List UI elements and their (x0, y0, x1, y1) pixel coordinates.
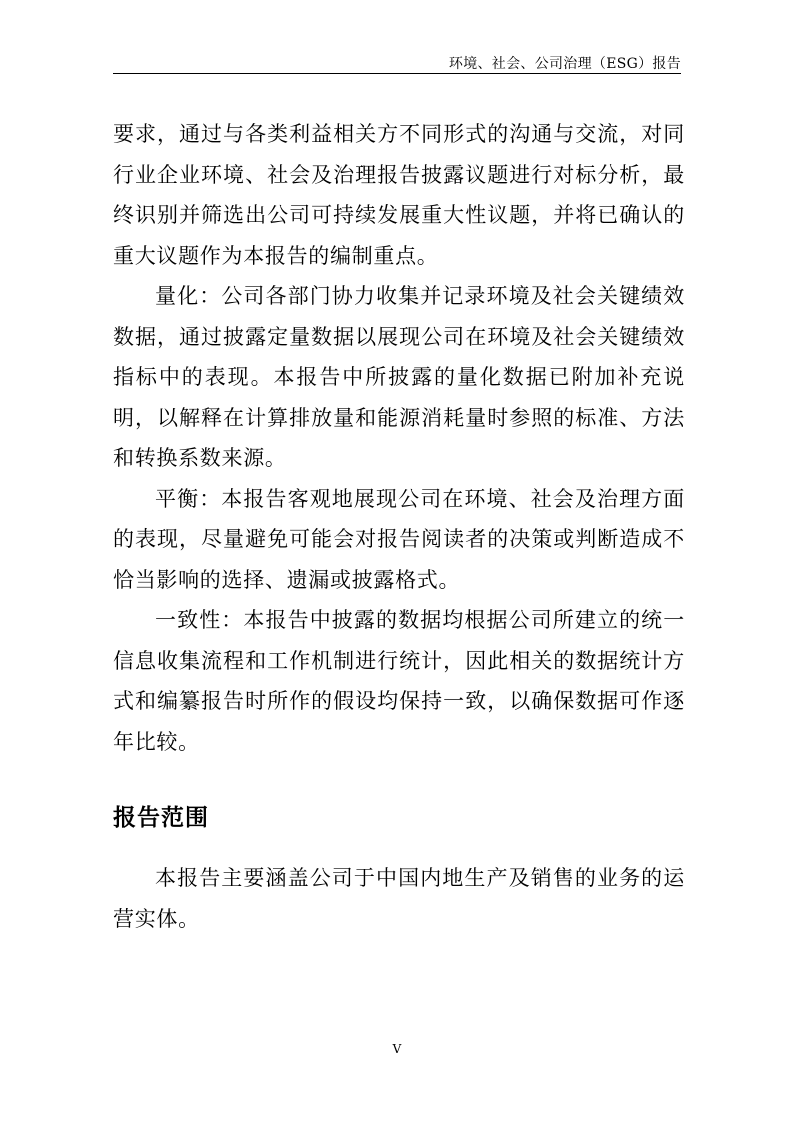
section-heading-report-scope: 报告范围 (113, 805, 209, 831)
section-body (113, 858, 685, 939)
body-text-block (113, 114, 685, 762)
paragraph-quantification: 量化：公司各部门协力收集并记录环境及社会关键绩效数据，通过披露定量数据以展现公司在环境及社会关键绩效指标中的表现。本报告中所披露的量化数据已附加补充说明，以解释在计算排放量和能源消耗量时参照的标准、方法和转换系数来源。 (113, 284, 685, 470)
paragraph-balance: 平衡：本报告客观地展现公司在环境、社会及治理方面的表现，尽量避免可能会对报告阅读者的决策或判断造成不恰当影响的选择、遗漏或披露格式。 (113, 486, 685, 592)
page-number: V (392, 1042, 402, 1056)
running-header-title: 环境、社会、公司治理（ESG）报告 (448, 56, 681, 72)
paragraph-report-scope: 本报告主要涵盖公司于中国内地生产及销售的业务的运营实体。 (113, 866, 685, 931)
paragraph-consistency: 一致性：本报告中披露的数据均根据公司所建立的统一信息收集流程和工作机制进行统计，因此相关的数据统计方式和编纂报告时所作的假设均保持一致，以确保数据可作逐年比较。 (113, 608, 685, 754)
header-rule (113, 73, 681, 74)
paragraph-continued: 要求，通过与各类利益相关方不同形式的沟通与交流，对同行业企业环境、社会及治理报告披露议题进行对标分析，最终识别并筛选出公司可持续发展重大性议题，并将已确认的重大议题作为本报告的编制重点。 (113, 122, 685, 268)
